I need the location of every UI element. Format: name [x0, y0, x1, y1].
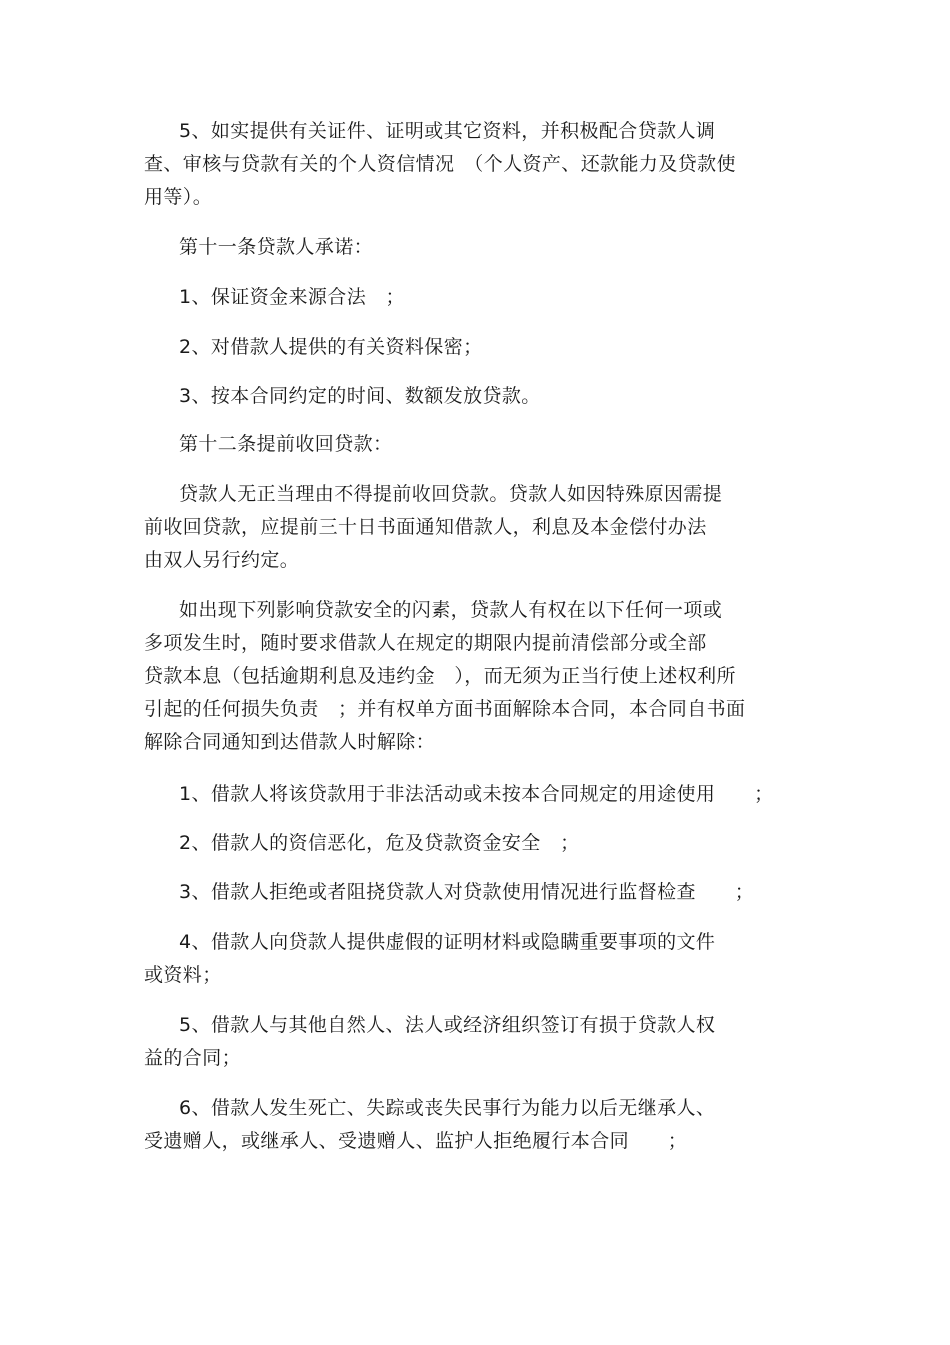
text-line: 1、保证资金来源合法 ； [179, 286, 405, 308]
text-line: 第十二条提前收回贷款： [179, 433, 393, 455]
text-line: 贷款人无正当理由不得提前收回贷款。贷款人如因特殊原因需提 [179, 483, 723, 505]
text-line: 2、借款人的资信恶化，危及贷款资金安全 ； [179, 832, 580, 854]
text-line: 前收回贷款，应提前三十日书面通知借款人，利息及本金偿付办法 [144, 516, 707, 538]
text-line: 解除合同通知到达借款人时解除： [144, 731, 436, 753]
condition-item-1 [144, 778, 774, 811]
text-line: 益的合同； [144, 1047, 242, 1069]
article-11-heading [144, 231, 373, 264]
article-11-item-2 [144, 331, 483, 364]
text-line: 用等）。 [144, 186, 213, 208]
article-11-item-3 [144, 380, 541, 413]
condition-item-5 [144, 1009, 715, 1075]
condition-item-6 [144, 1092, 715, 1158]
text-line: 2、对借款人提供的有关资料保密； [179, 336, 483, 358]
text-line: 1、借款人将该贷款用于非法活动或未按本合同规定的用途使用 ； [179, 783, 774, 805]
text-line: 第十一条贷款人承诺： [179, 236, 374, 258]
text-line: 贷款本息（包括逾期利息及违约金 ），而无须为正当行使上述权利所 [144, 665, 736, 687]
text-line: 或资料； [144, 964, 222, 986]
condition-item-4 [144, 926, 715, 992]
text-line: 受遗赠人，或继承人、受遗赠人、监护人拒绝履行本合同 ； [144, 1130, 688, 1152]
text-line: 5、如实提供有关证件、证明或其它资料，并积极配合贷款人调 [179, 120, 716, 142]
text-line: 引起的任何损失负责 ；并有权单方面书面解除本合同，本合同自书面 [144, 698, 746, 720]
condition-item-2 [144, 827, 580, 860]
text-line: 3、借款人拒绝或者阻挠贷款人对贷款使用情况进行监督检查 ； [179, 881, 755, 903]
condition-item-3 [144, 876, 754, 909]
paragraph-recall-conditions [144, 594, 745, 759]
text-line: 6、借款人发生死亡、失踪或丧失民事行为能力以后无继承人、 [179, 1097, 716, 1119]
article-11-item-1 [144, 281, 405, 314]
text-line: 查、审核与贷款有关的个人资信情况 （个人资产、还款能力及贷款使 [144, 153, 736, 175]
article-12-heading [144, 428, 392, 461]
text-line: 由双人另行约定。 [144, 549, 300, 571]
text-line: 如出现下列影响贷款安全的闪素，贷款人有权在以下任何一项或 [179, 599, 723, 621]
paragraph-early-recall [144, 478, 722, 577]
text-line: 4、借款人向贷款人提供虚假的证明材料或隐瞒重要事项的文件 [179, 931, 716, 953]
text-line: 3、按本合同约定的时间、数额发放贷款。 [179, 385, 541, 407]
text-line: 5、借款人与其他自然人、法人或经济组织签订有损于贷款人权 [179, 1014, 716, 1036]
text-line: 多项发生时，随时要求借款人在规定的期限内提前清偿部分或全部 [144, 632, 707, 654]
paragraph-item-5-duties [144, 115, 736, 214]
